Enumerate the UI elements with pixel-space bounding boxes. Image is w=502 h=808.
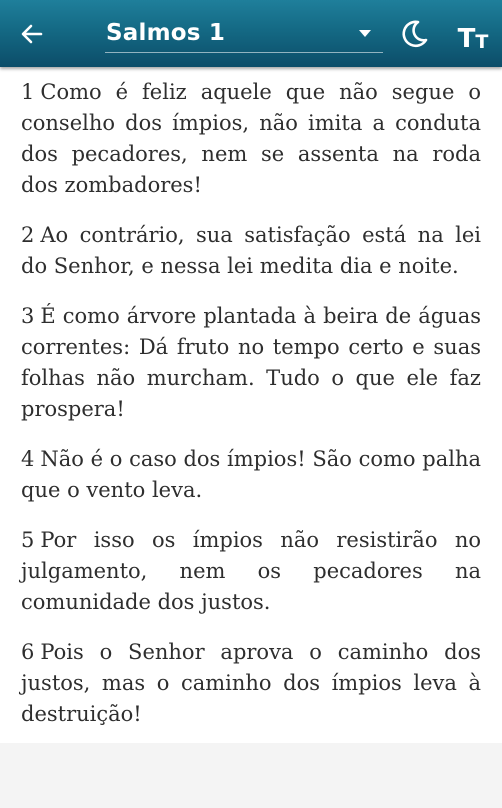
chapter-text: [0, 67, 502, 743]
verse-text: Por isso os ímpios não resistirão no julgamento, nem os pecadores na comunidade dos justos.: [21, 528, 481, 614]
verse[interactable]: [21, 444, 481, 506]
top-app-bar: [0, 0, 502, 67]
back-button[interactable]: [12, 14, 52, 54]
verse-number: 6: [21, 640, 35, 664]
caret-down-icon: [359, 30, 371, 37]
night-mode-button[interactable]: [394, 14, 434, 54]
verse-text: É como árvore plantada à beira de águas correntes: Dá fruto no tempo certo e suas folhas não murcham. Tudo o que ele faz prospera!: [21, 304, 481, 421]
moon-icon: [398, 18, 430, 50]
verse-text: Pois o Senhor aprova o caminho dos justos, mas o caminho dos ímpios leva à destruição!: [21, 640, 481, 726]
verse-number: 3: [21, 304, 35, 328]
book-chapter-selector[interactable]: [105, 14, 383, 53]
verse[interactable]: [21, 220, 481, 282]
verse-number: 5: [21, 528, 35, 552]
verse-number: 1: [21, 80, 35, 104]
verse-number: 4: [21, 447, 35, 471]
verse[interactable]: [21, 301, 481, 425]
verse-text: Ao contrário, sua satisfação está na lei do Senhor, e nessa lei medita dia e noite.: [21, 223, 481, 278]
verse-text: Não é o caso dos ímpios! São como palha que o vento leva.: [21, 447, 481, 502]
book-title: Salmos 1: [106, 20, 226, 46]
verse-text: Como é feliz aquele que não segue o conselho dos ímpios, não imita a conduta dos pecadores, nem se assenta na roda dos zombadores!: [21, 80, 481, 197]
font-size-icon: T T: [457, 24, 489, 54]
verse[interactable]: [21, 77, 481, 201]
verse[interactable]: [21, 525, 481, 618]
verse-number: 2: [21, 223, 35, 247]
arrow-left-icon: [19, 21, 45, 47]
font-size-button[interactable]: [452, 14, 494, 54]
verse[interactable]: [21, 637, 481, 730]
bottom-empty-area: [0, 743, 502, 808]
